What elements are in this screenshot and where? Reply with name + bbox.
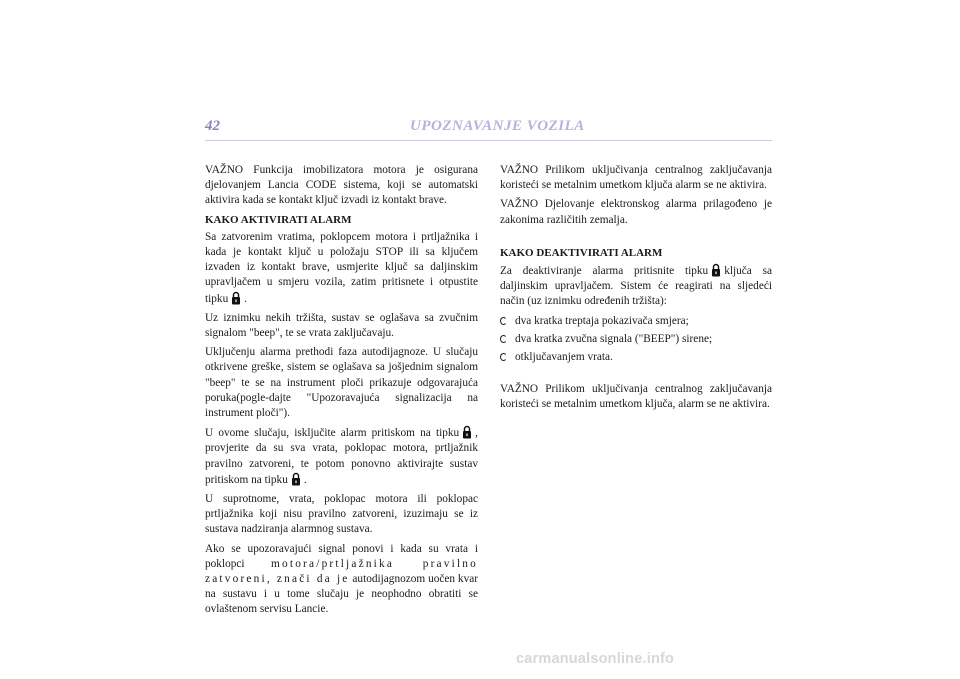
self-diagnosis-note: Uključenju alarma prethodi faza autodijagnoze. U slučaju otkrivene greške, sistem se oglašava sa jošjednim signalom "beep" te se na instrument ploči prikazuje odgovarajuća poruka(pogle-dajte "Upozoravajuća signalizacija na instrument ploči").: [205, 346, 478, 420]
list-item: otključavanjem vrata.: [500, 350, 772, 365]
padlock-icon: [291, 472, 301, 486]
deactivate-instructions: Za deaktiviranje alarma pritisnite tipku ključa sa daljinskim upravljačem. Sistem će reagirati na sljedeći način (uz iznimku određenih tržišta):: [500, 265, 772, 308]
repeat-warning-note: Ako se upozoravajući signal ponovi i kada su vrata i poklopci motora/prtljažnika pravilno zatvoreni, znači da je autodijagnozom uočen kvar na sustavu i u tome slučaju je neophodno obratiti se ovlaštenom servisu Lancie.: [205, 542, 479, 616]
padlock-icon: [231, 291, 241, 305]
deactivation-responses: [500, 314, 772, 366]
activate-instructions: Sa zatvorenim vratima, poklopcem motora i prtljažnika i kada je kontakt ključ u položaju STOP ili sa ključem izvaden iz kontakt brave, usmjerite ključ sa daljinskim upravljačem u smjeru vozila, zatim pritisnete i otpustite tipku .: [205, 230, 478, 305]
header-rule: [205, 140, 772, 141]
page-number: 42: [205, 118, 220, 134]
bullet-icon: [500, 335, 507, 343]
disable-reactivate-instructions: U ovome slučaju, isključite alarm pritiskom na tipku , provjerite da su sva vrata, poklopac motora, prtljažnik pravilno zatvoreni, te potom ponovno aktivirajte sustav pritiskom na tipku .: [205, 427, 478, 486]
note-central-locking: VAŽNO Prilikom uključivanja centralnog zaključavanja koristeći se metalnim umetkom ključa alarm se ne aktivira.: [500, 164, 772, 192]
note-central-locking-2: VAŽNO Prilikom uključivanja centralnog zaključavanja koristeći se metalnim umetkom ključa, alarm se ne aktivira.: [500, 383, 772, 411]
padlock-icon: [462, 425, 472, 439]
watermark: carmanualsonline.info: [516, 651, 675, 667]
section-title: UPOZNAVANJE VOZILA: [410, 118, 585, 134]
right-column: [500, 163, 772, 417]
bullet-icon: [500, 317, 507, 325]
heading-activate-alarm: KAKO AKTIVIRATI ALARM: [205, 213, 352, 226]
list-item: dva kratka zvučna signala ("BEEP") sirene;: [500, 332, 772, 347]
heading-deactivate-alarm: KAKO DEAKTIVIRATI ALARM: [500, 246, 663, 259]
note-legislation: VAŽNO Djelovanje elektronskog alarma prilagođeno je zakonima različitih zemalja.: [500, 198, 772, 226]
left-column: [205, 163, 478, 622]
bullet-icon: [500, 353, 507, 361]
beep-note: Uz iznimku nekih tržišta, sustav se oglašava sa zvučnim signalom "beep", te se vrata zaključavaju.: [205, 311, 478, 340]
unclosed-doors-note: U suprotnome, vrata, poklopac motora ili poklopac prtljažnika koji nisu pravilno zatvoreni, izuzimaju se iz sustava nadziranja alarmnog sustava.: [205, 493, 478, 536]
padlock-icon: [711, 263, 721, 277]
note-immobilizer: VAŽNO Funkcija imobilizatora motora je osigurana djelovanjem Lancia CODE sistema, koji se automatski aktivira kada se kontakt ključ izvadi iz kontakt brave.: [205, 164, 478, 207]
list-item: dva kratka treptaja pokazivača smjera;: [500, 314, 772, 329]
